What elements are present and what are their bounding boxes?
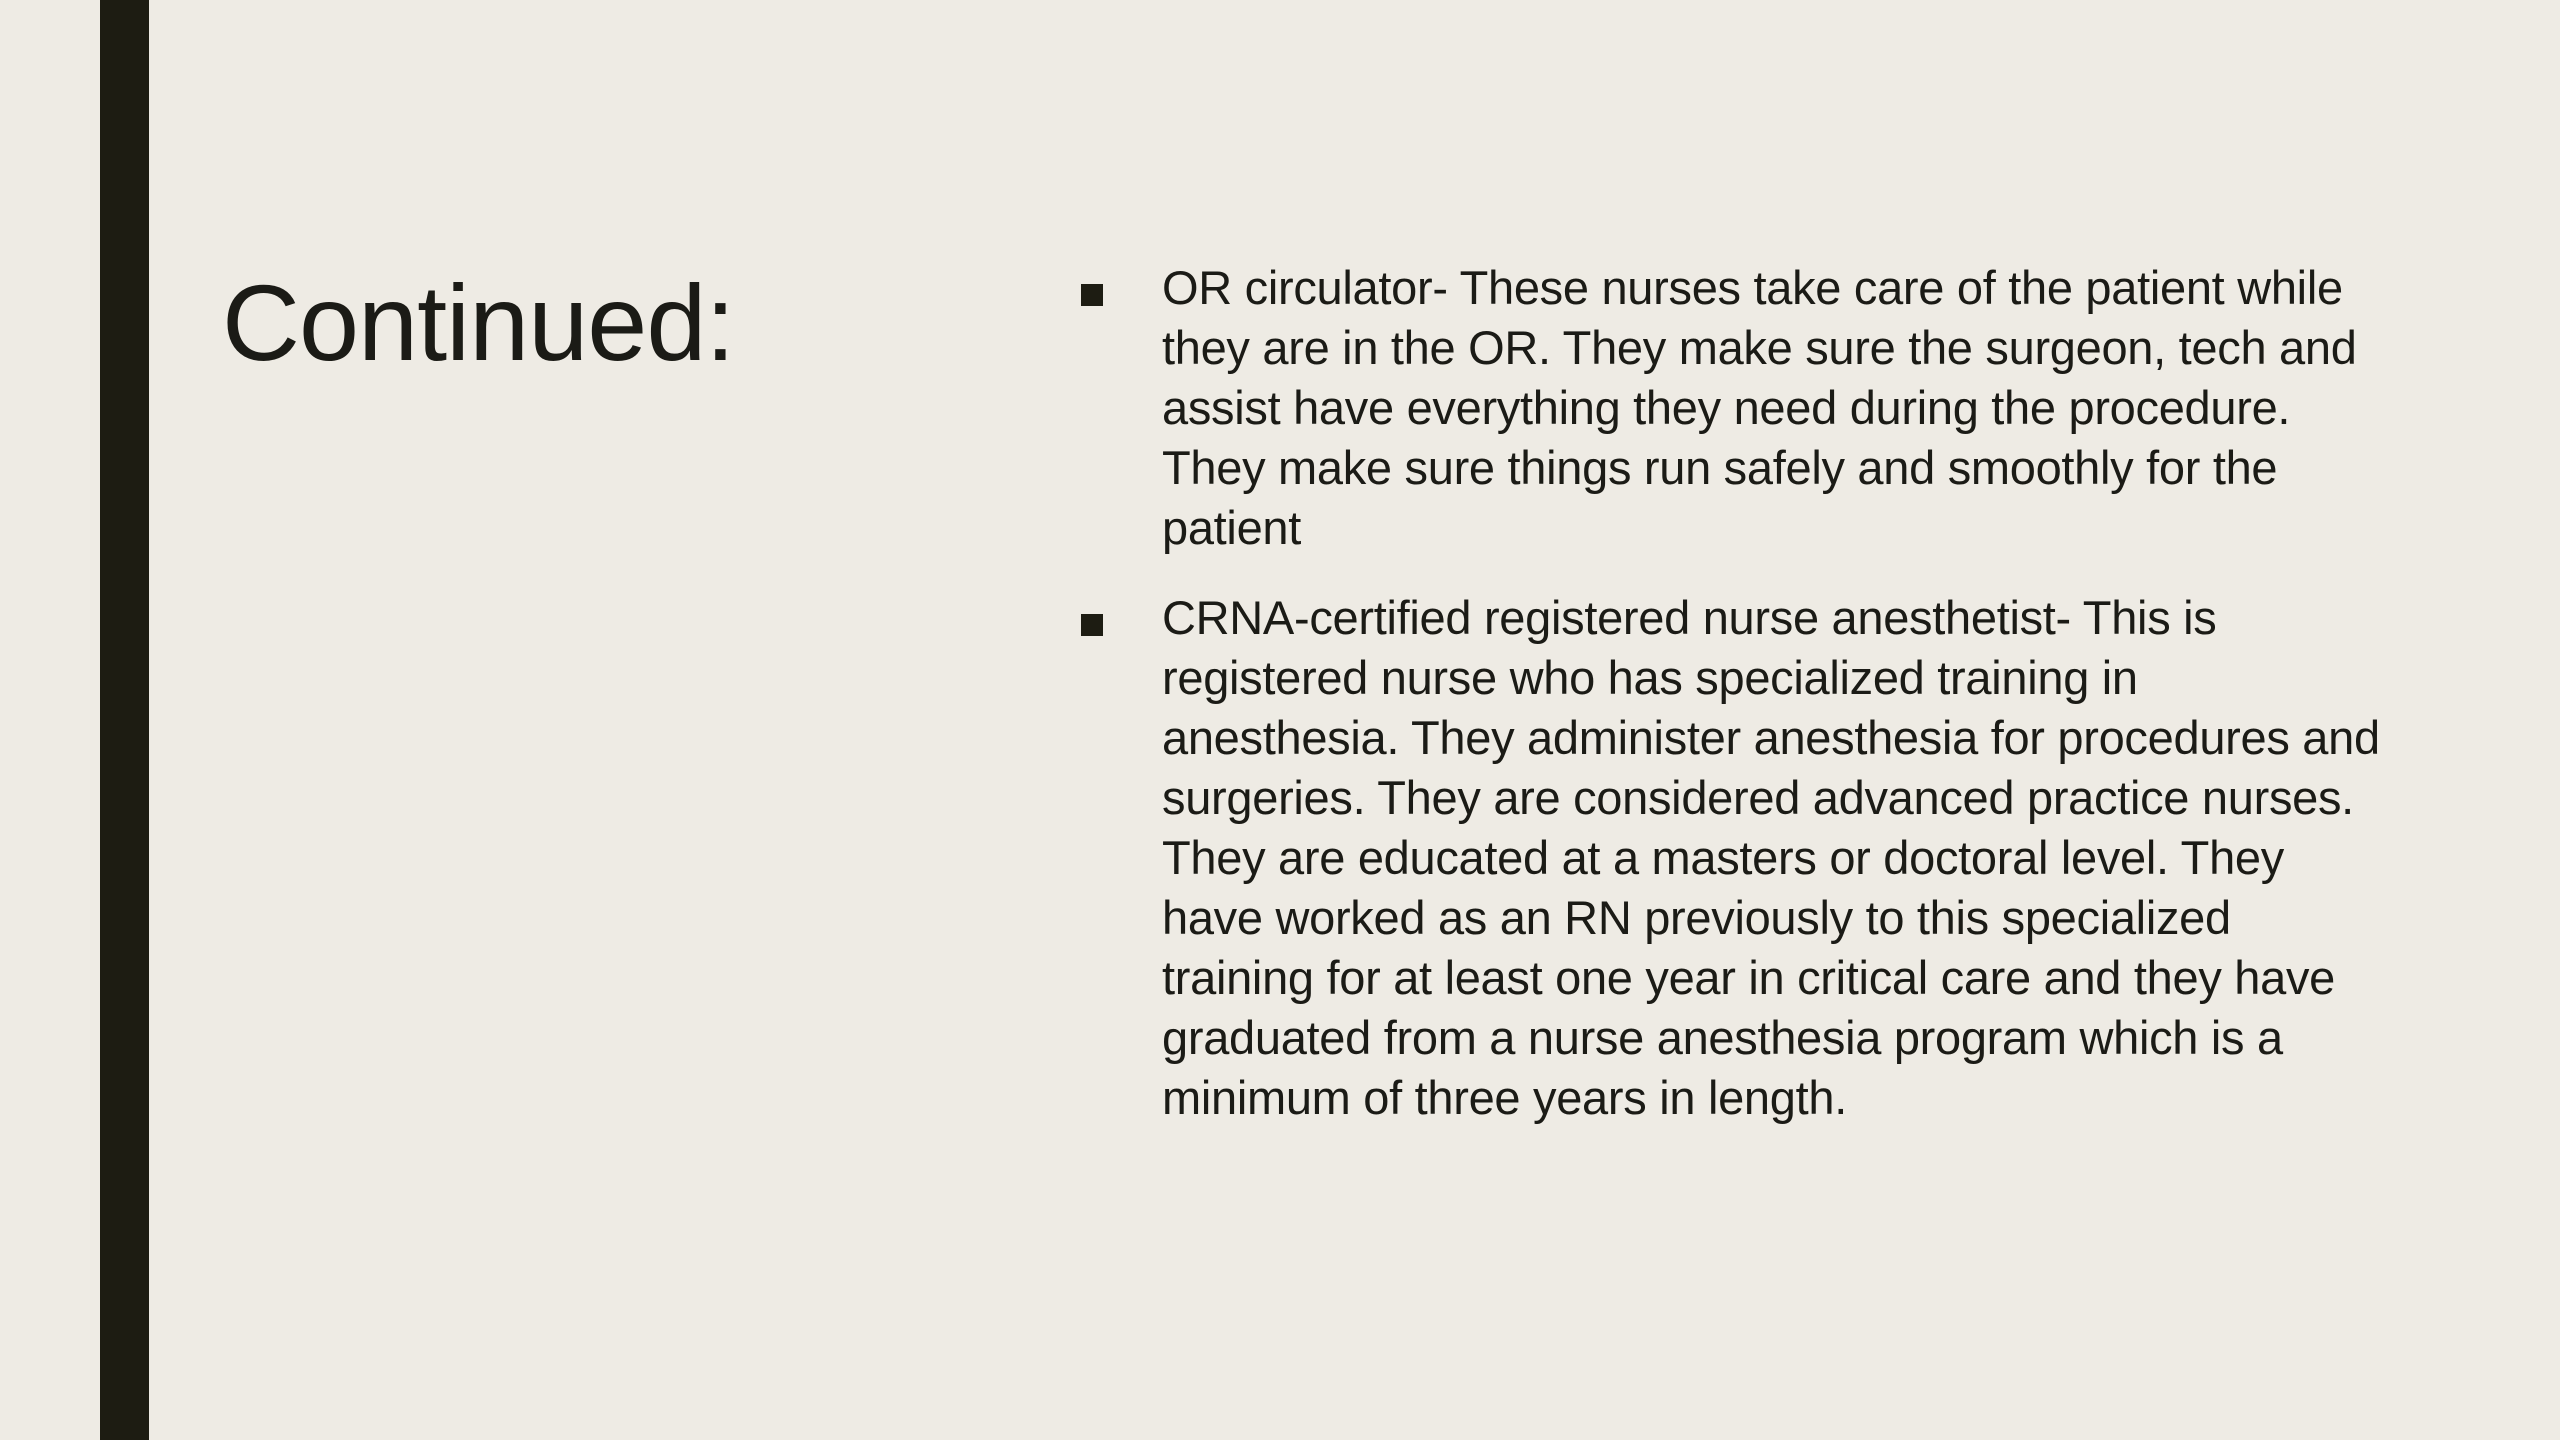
bullet-list <box>1080 258 2380 1158</box>
bullet-text: CRNA-certified registered nurse anesthetist- This is registered nurse who has specialized training in anesthesia. They administer anesthesia for procedures and surgeries. They are considered advanced practice nurses. They are educated at a masters or doctoral level. They have worked as an RN previously to this specialized training for at least one year in critical care and they have graduated from a nurse anesthesia program which is a minimum of three years in length. <box>1162 591 2380 1124</box>
accent-bar <box>100 0 149 1440</box>
bullet-item-or-circulator <box>1080 258 2380 558</box>
square-bullet-icon <box>1081 284 1103 306</box>
bullet-text: OR circulator- These nurses take care of the patient while they are in the OR. They make sure the surgeon, tech and assist have everything they need during the procedure. They make sure things run safely and smoothly for the patient <box>1162 261 2357 554</box>
square-bullet-icon <box>1081 614 1103 636</box>
bullet-item-crna <box>1080 588 2380 1128</box>
slide-title: Continued: <box>222 262 735 383</box>
